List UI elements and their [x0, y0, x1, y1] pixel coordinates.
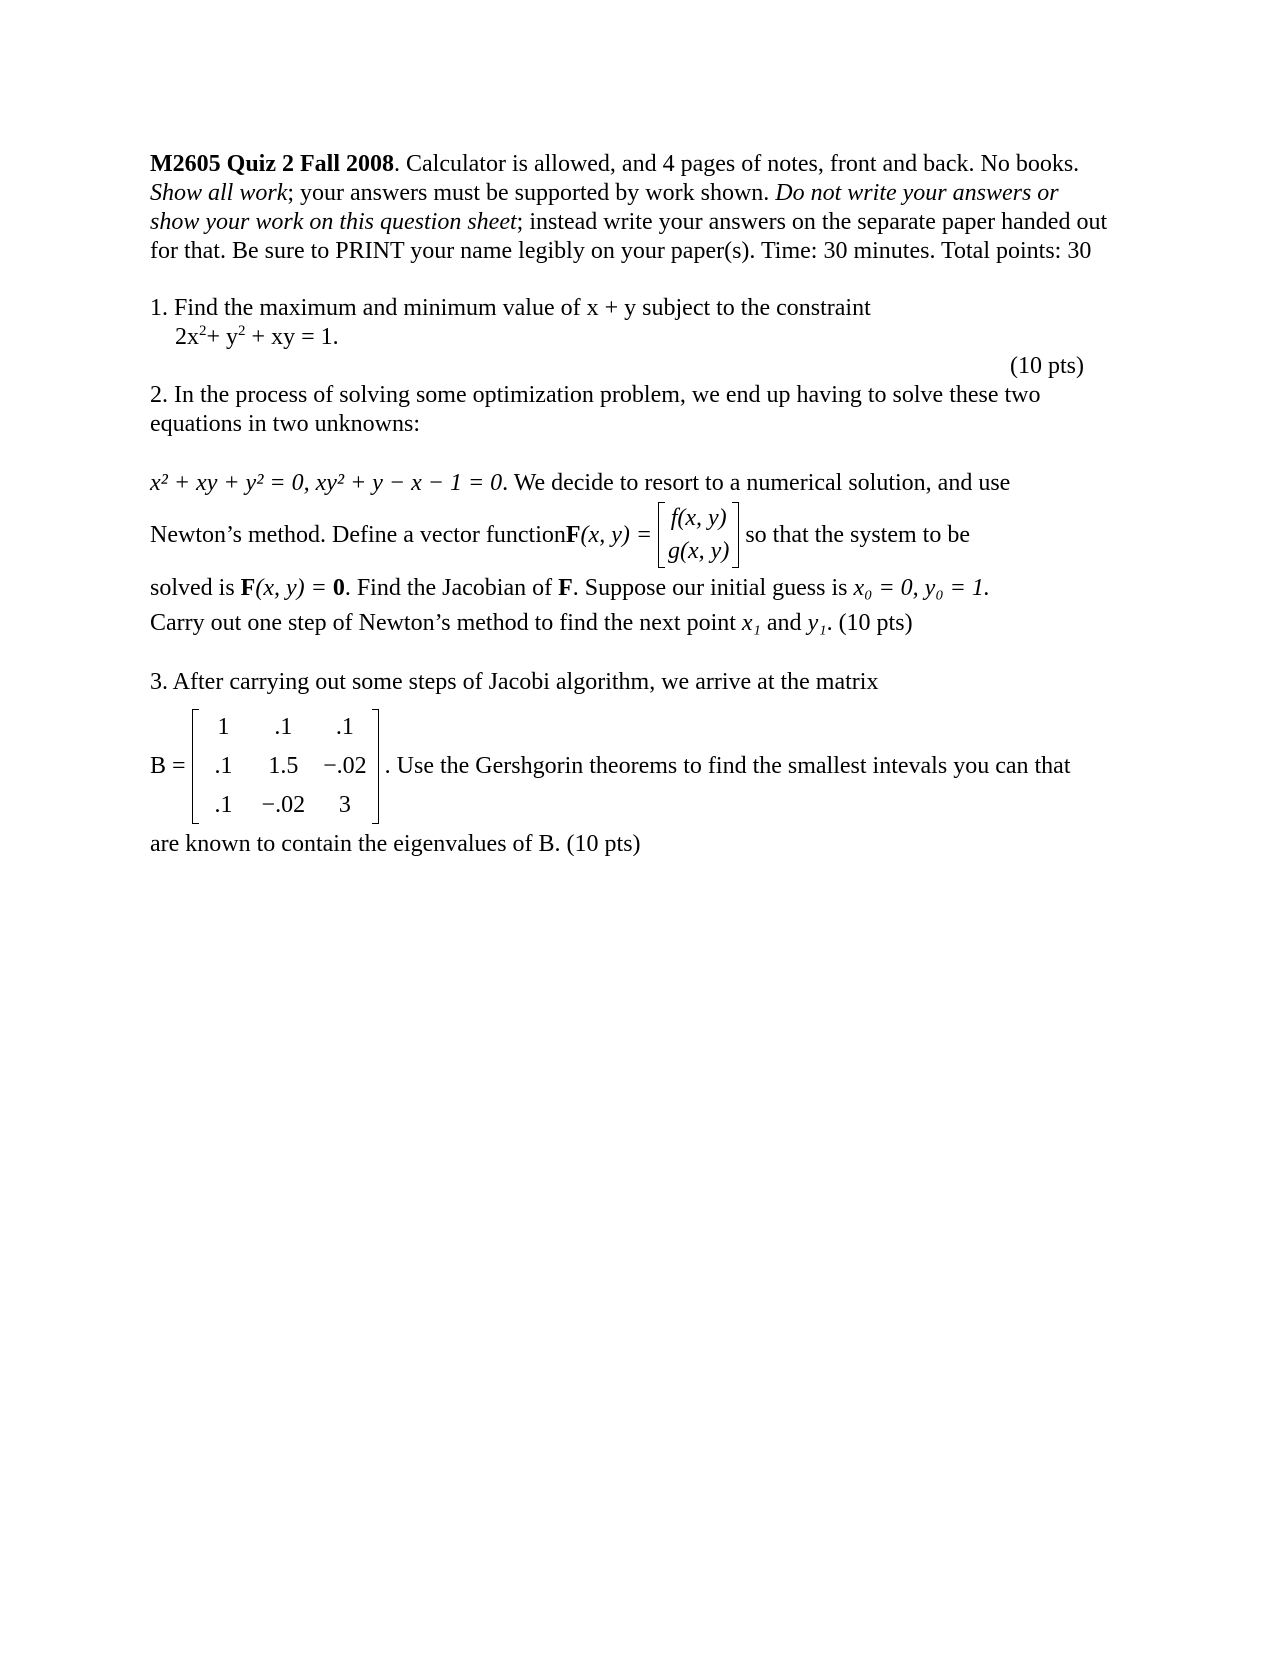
vector-entry-f: f(x, y) — [670, 505, 727, 531]
matrix-cell: 3 — [338, 792, 351, 818]
vector-f-g — [658, 502, 739, 568]
vector-function-line: Newton’s method. Define a vector function F (x, y) = f(x, y) g(x, y) so that the system to be — [150, 502, 1110, 568]
matrix-cell: −.02 — [261, 792, 306, 818]
question-1-text: 1. Find the maximum and minimum value of x + y subject to the constraint — [150, 295, 871, 321]
matrix-cell: .1 — [214, 753, 233, 779]
do-not-write-emphasis: Do not write your answers or show your work on this question sheet — [150, 180, 1059, 235]
matrix-cell: .1 — [335, 714, 354, 740]
question-2-equations: x² + xy + y² = 0, xy² + y − x − 1 = 0. We decide to resort to a numerical solution, and use — [150, 470, 1011, 496]
show-all-work-emphasis: Show all work — [150, 180, 288, 206]
matrix-cell: 1 — [217, 714, 230, 740]
question-1-constraint: $2x^2+ y^2$ + xy = 1. — [175, 323, 339, 350]
matrix-cell: −.02 — [323, 753, 367, 779]
question-3 — [150, 668, 1110, 859]
question-3-final: are known to contain the eigenvalues of B. (10 pts) — [150, 831, 641, 857]
system-line: solved is F(x, y) = 0. Find the Jacobian of F. Suppose our initial guess is x₀ = 0, y₀ = 1. — [150, 575, 990, 601]
matrix-cell: .1 — [214, 792, 233, 818]
newton-step-line: Carry out one step of Newton’s method to find the next point x₁ and y₁. (10 pts) — [150, 610, 913, 636]
vector-entry-g: g(x, y) — [668, 538, 730, 564]
matrix-line: B = 1 .1 .1 .1 1.5 −.02 .1 −.02 3 . Use the Gershgorin theorems to find the smallest intevals you can that — [150, 709, 1110, 824]
quiz-title: M2605 Quiz 2 Fall 2008 — [150, 151, 394, 177]
matrix-cell: .1 — [274, 714, 293, 740]
matrix-b — [192, 709, 379, 824]
question-1-points: (10 pts) — [1010, 353, 1084, 379]
question-2-text: 2. In the process of solving some optimization problem, we end up having to solve these two equations in two unknowns: — [150, 382, 1041, 437]
question-3-text: 3. After carrying out some steps of Jacobi algorithm, we arrive at the matrix — [150, 669, 879, 695]
quiz-page — [150, 150, 1110, 859]
question-1 — [150, 294, 1110, 381]
question-2 — [150, 381, 1110, 638]
initial-guess: x₀ = 0, y₀ = 1. — [853, 575, 990, 601]
matrix-cell: 1.5 — [268, 753, 299, 779]
quiz-intro: M2605 Quiz 2 Fall 2008. Calculator is allowed, and 4 pages of notes, front and back. No books. Show all work; your answers must be supported by work shown. Do not write your answers or show your work on this question sheet; instead write your answers on the separate paper handed out for that. Be sure to PRINT your name legibly on your paper(s). Time: 30 minutes. Total points: 30 — [150, 151, 1108, 264]
